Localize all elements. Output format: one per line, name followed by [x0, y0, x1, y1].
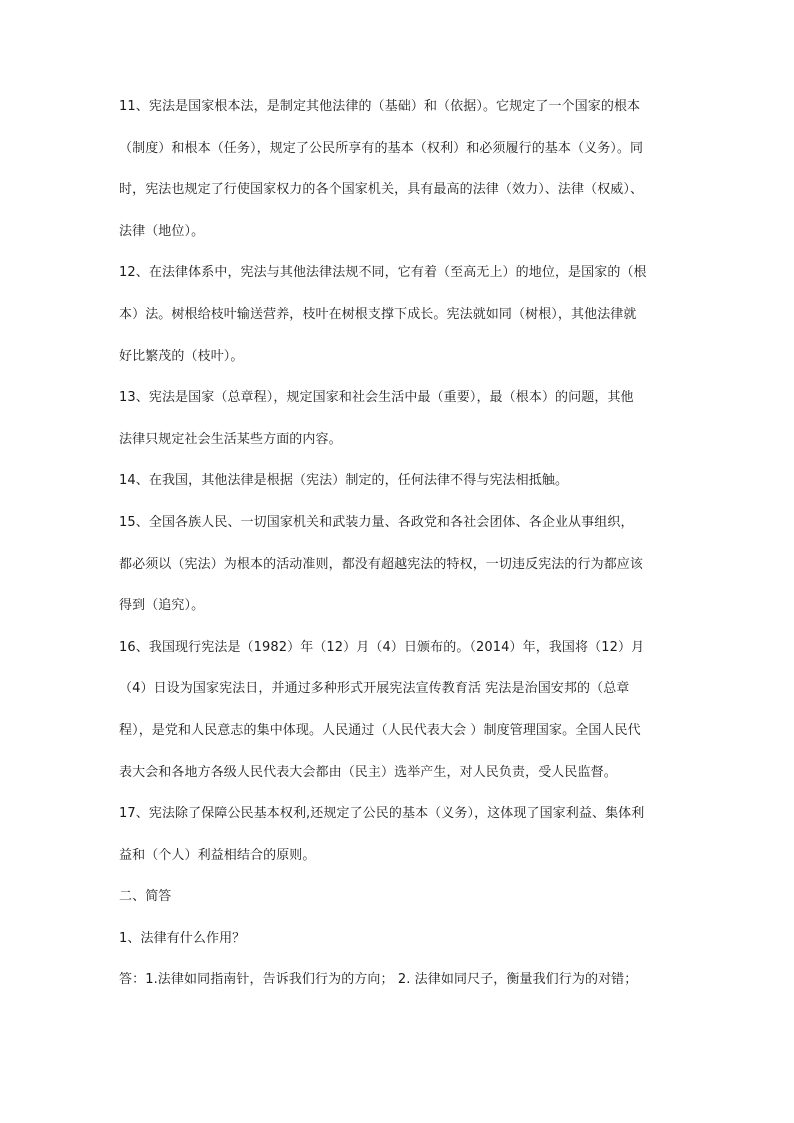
text-line: 益和（个人）利益相结合的原则。	[119, 847, 316, 863]
document-body	[119, 98, 679, 1013]
text-line: 时，宪法也规定了行使国家权力的各个国家机关，具有最高的法律（效力）、法律（权威）、	[119, 182, 644, 198]
text-line: 法律只规定社会生活某些方面的内容。	[119, 431, 342, 447]
text-line: 11、宪法是国家根本法，是制定其他法律的（基础）和（依据）。它规定了一个国家的根本	[119, 99, 641, 114]
text-line: 14、在我国，其他法律是根据（宪法）制定的，任何法律不得与宪法相抵触。	[119, 473, 569, 489]
text-line: （制度）和根本（任务），规定了公民所享有的基本（权利）和必须履行的基本（义务）。同	[119, 140, 644, 156]
section-heading: 二、简答	[119, 889, 172, 905]
text-line: 都必须以（宪法）为根本的活动准则，都没有超越宪法的特权，一切违反宪法的行为都应该	[119, 556, 644, 572]
text-line: （4）日设为国家宪法日，并通过多种形式开展宪法宣传教育活 宪法是治国安邦的（总章	[119, 681, 630, 697]
text-line: 本）法。树根给枝叶输送营养，枝叶在树根支撑下成长。宪法就如同（树根），其他法律就	[119, 306, 637, 322]
text-line: 17、宪法除了保障公民基本权利,还规定了公民的基本（义务），这体现了国家利益、集体利	[119, 806, 645, 822]
text-line: 法律（地位）。	[119, 223, 205, 239]
question-heading: 1、法律有什么作用？	[119, 930, 246, 946]
text-line: 13、宪法是国家（总章程），规定国家和社会生活中最（重要），最（根本）的问题，其他	[119, 390, 634, 406]
text-line: 程），是党和人民意志的集中体现。人民通过（人民代表大会 ）制度管理国家。全国人民代	[119, 722, 641, 738]
text-line: 12、在法律体系中，宪法与其他法律法规不同，它有着（至高无上）的地位，是国家的（根	[119, 265, 647, 281]
text-line: 15、全国各族人民、一切国家机关和武装力量、各政党和各社会团体、各企业从事组织，	[119, 514, 634, 530]
text-line: 16、我国现行宪法是（1982）年（12）月（4）日颁布的。（2014）年，我国将（12）月	[119, 639, 645, 655]
text-line: 表大会和各地方各级人民代表大会都由（民主）选举产生，对人民负责，受人民监督。	[119, 764, 617, 780]
answer-line: 答：1.法律如同指南针，告诉我们行为的方向； 2. 法律如同尺子，衡量我们行为的对错；	[119, 972, 638, 988]
text-line: 好比繁茂的（枝叶）。	[119, 348, 244, 364]
text-line: 得到（追究）。	[119, 598, 205, 614]
